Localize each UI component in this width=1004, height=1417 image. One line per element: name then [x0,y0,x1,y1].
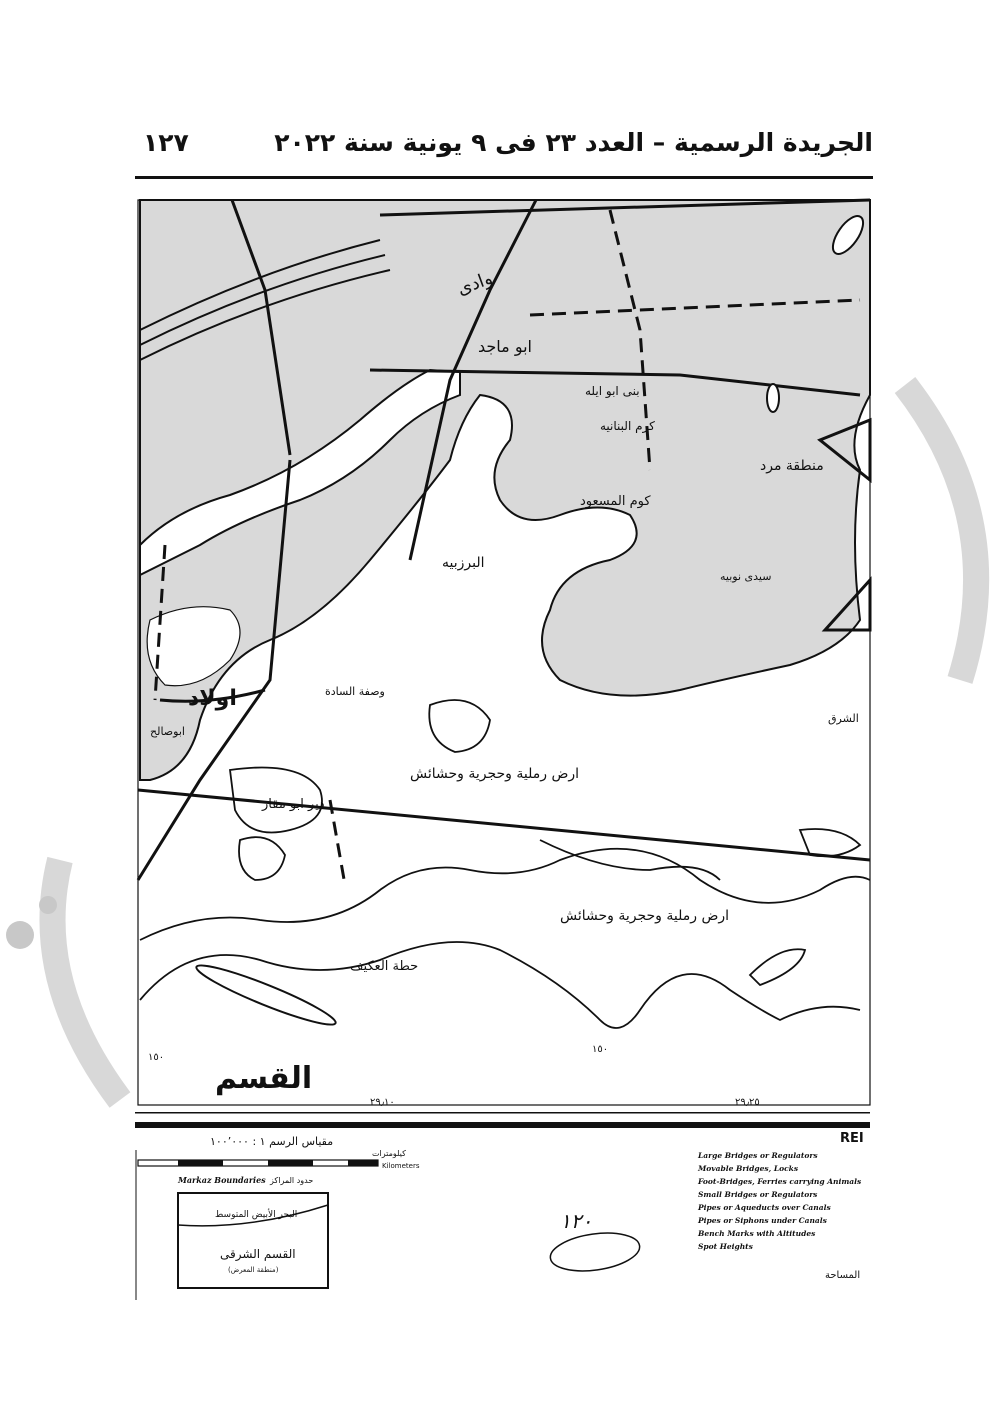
place-label: ابوصالح [150,725,185,738]
area-label: المساحة [825,1270,861,1281]
svg-text:Pipes or Aqueducts over Canals: Pipes or Aqueducts over Canals [698,1203,831,1212]
place-label: البرزبيه [442,555,485,571]
place-label: وصفة السادة [325,685,385,698]
scale-title: مقياس الرسم ١ : ١٠٠٬٠٠٠ [210,1135,334,1148]
svg-text:Spot Heights: Spot Heights [698,1242,753,1251]
svg-text:Pipes or Siphons under Canals: Pipes or Siphons under Canals [698,1216,827,1225]
coordinate-label: ١٥٠ [148,1052,165,1063]
svg-text:Small Bridges or Regulators: Small Bridges or Regulators [698,1190,818,1199]
boundaries-label-ar: حدود المراكز [270,1176,314,1185]
gazette-title: الجريدة الرسمية – العدد ٢٣ فى ٩ يونية سنة ٢٠٢٢ [274,128,873,157]
svg-text:Bench Marks with Altitudes: Bench Marks with Altitudes [698,1229,816,1238]
legend-heading: REI [840,1131,864,1146]
place-label: منطقة مرد [760,458,824,474]
place-label: سيدى نوبيه [720,570,772,583]
map-bottom-rule [135,1122,870,1128]
place-label: بنى ابو ايله [585,384,640,398]
map-bottom-rule-thin [135,1112,870,1114]
watermark-dot [6,921,34,949]
place-label: كوم المسعود [580,494,651,509]
coordinate-label: ٢٩٫٢٥ [735,1097,760,1108]
place-label: حطة العكيف [350,959,419,974]
svg-text:البحر الأبيض المتوسط: البحر الأبيض المتوسط [215,1210,298,1220]
svg-text:القسم الشرقى: القسم الشرقى [220,1247,296,1261]
handwritten-note [548,1209,642,1276]
svg-text:Foot-Bridges, Ferries carrying: Foot-Bridges, Ferries carrying Animals [698,1177,862,1186]
scale-unit-ar: كيلومترات [372,1149,406,1158]
place-label: كرم البنانيه [600,419,655,433]
map-islet [767,384,779,412]
svg-text:Large Bridges or Regulators: Large Bridges or Regulators [698,1151,818,1160]
coordinate-label: ٢٩٫١٠ [370,1097,395,1108]
coordinate-label: ١٥٠ [592,1044,609,1055]
place-label: ابو ماجد [478,337,532,356]
place-label: وادى [454,267,496,300]
place-label: دير ابو مقار [262,797,325,812]
place-label: ارض رملية وحجرية وحشائش [560,908,730,924]
section-title: القسم [215,1061,313,1096]
svg-text:Movable Bridges, Locks: Movable Bridges, Locks [698,1164,799,1173]
scale-unit-en: Kilometers [382,1162,420,1170]
boundaries-label: Markaz Boundaries [178,1175,266,1185]
watermark-dot [39,896,57,914]
svg-text:(منطقة المعرض): (منطقة المعرض) [228,1266,279,1274]
scale-bar [138,1160,378,1166]
inset-map [178,1193,328,1288]
place-label: ارض رملية وحجرية وحشائش [410,766,580,782]
legend-items [697,1151,862,1251]
place-label: اولاد [188,686,237,711]
place-label: الشرق [828,712,859,725]
page-number: ١٢٧ [143,128,189,157]
svg-text:١٢٠: ١٢٠ [560,1209,593,1233]
